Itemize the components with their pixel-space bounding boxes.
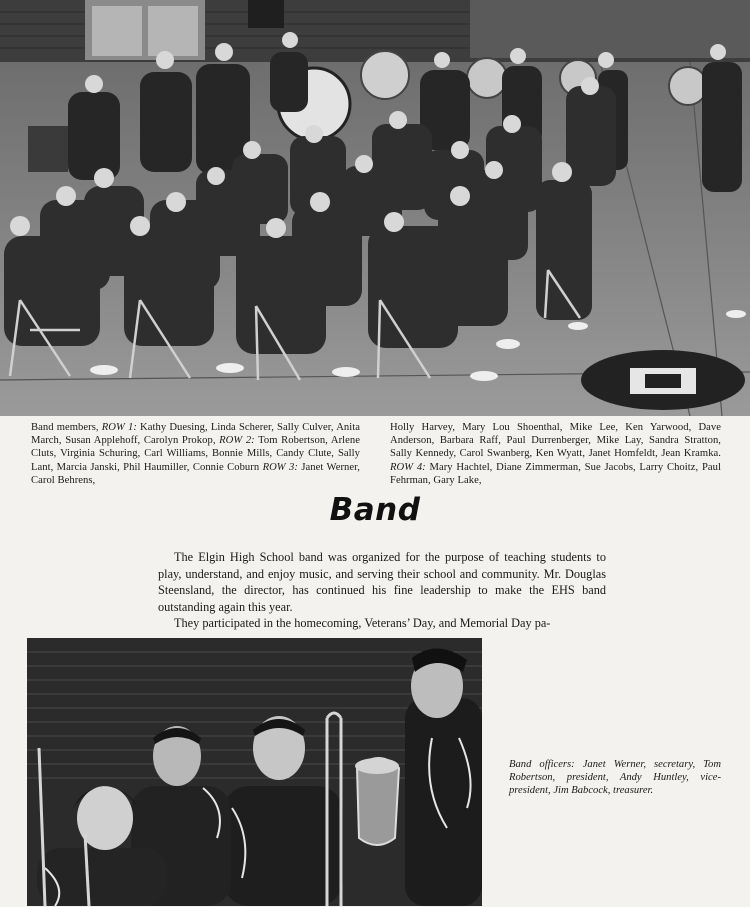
band-members-caption xyxy=(31,421,721,487)
caption-text: Mary Hachtel, Diane Zimmerman, Sue Jacobs, Larry Choitz, Paul Fehrman, Gary Lake, xyxy=(390,461,721,486)
caption-text: Band members, xyxy=(31,422,102,433)
caption-text: Tom Robertson, Arlene Cluts, Virginia Schuring, Carl Williams, Bonnie Mills, Candy Clute, Sally Lant, Marcia Janski, Phil Haumiller, Connie Coburn xyxy=(31,435,360,473)
paragraph: The Elgin High School band was organized for the purpose of teaching students to play, understand, and enjoy music, and serving their school and community. Mr. Douglas Steensland, the director, has continued his fine leadership to make the EHS band outstanding again this year. xyxy=(158,550,606,614)
page-title: Band xyxy=(329,492,421,528)
caption-text: Holly Harvey, Mary Lou Shoenthal, Mike Lee, Ken Yarwood, Dave Anderson, Barbara Raff, Paul Durrenberger, Mike Lay, Sandra Stratton, Sally Kennedy, Carol Swanberg, Ken Wyatt, Janet Homfeldt, Jean Kramka. xyxy=(390,422,721,460)
band-group-photo xyxy=(0,0,750,416)
caption-text: Kathy Duesing, Linda Scherer, Sally Culver, Anita March, Susan Applehoff, Carolyn Prokop, xyxy=(31,422,360,447)
paragraph: They participated in the homecoming, Veterans’ Day, and Memorial Day pa- xyxy=(174,616,551,631)
row-label: ROW 2: xyxy=(219,435,255,447)
row-label: ROW 3: xyxy=(262,461,298,473)
caption-column-left xyxy=(31,421,360,487)
row-label: ROW 4: xyxy=(390,461,426,473)
band-officers-photo xyxy=(27,638,482,906)
officers-caption: Band officers: Janet Werner, secretary, Tom Robertson, president, Andy Huntley, vice-president, Jim Babcock, treasurer. xyxy=(509,759,721,797)
article-body xyxy=(158,549,606,632)
caption-text: Janet Werner, Carol Behrens, xyxy=(31,461,360,486)
row-label: ROW 1: xyxy=(101,422,137,433)
caption-column-right xyxy=(390,421,721,487)
